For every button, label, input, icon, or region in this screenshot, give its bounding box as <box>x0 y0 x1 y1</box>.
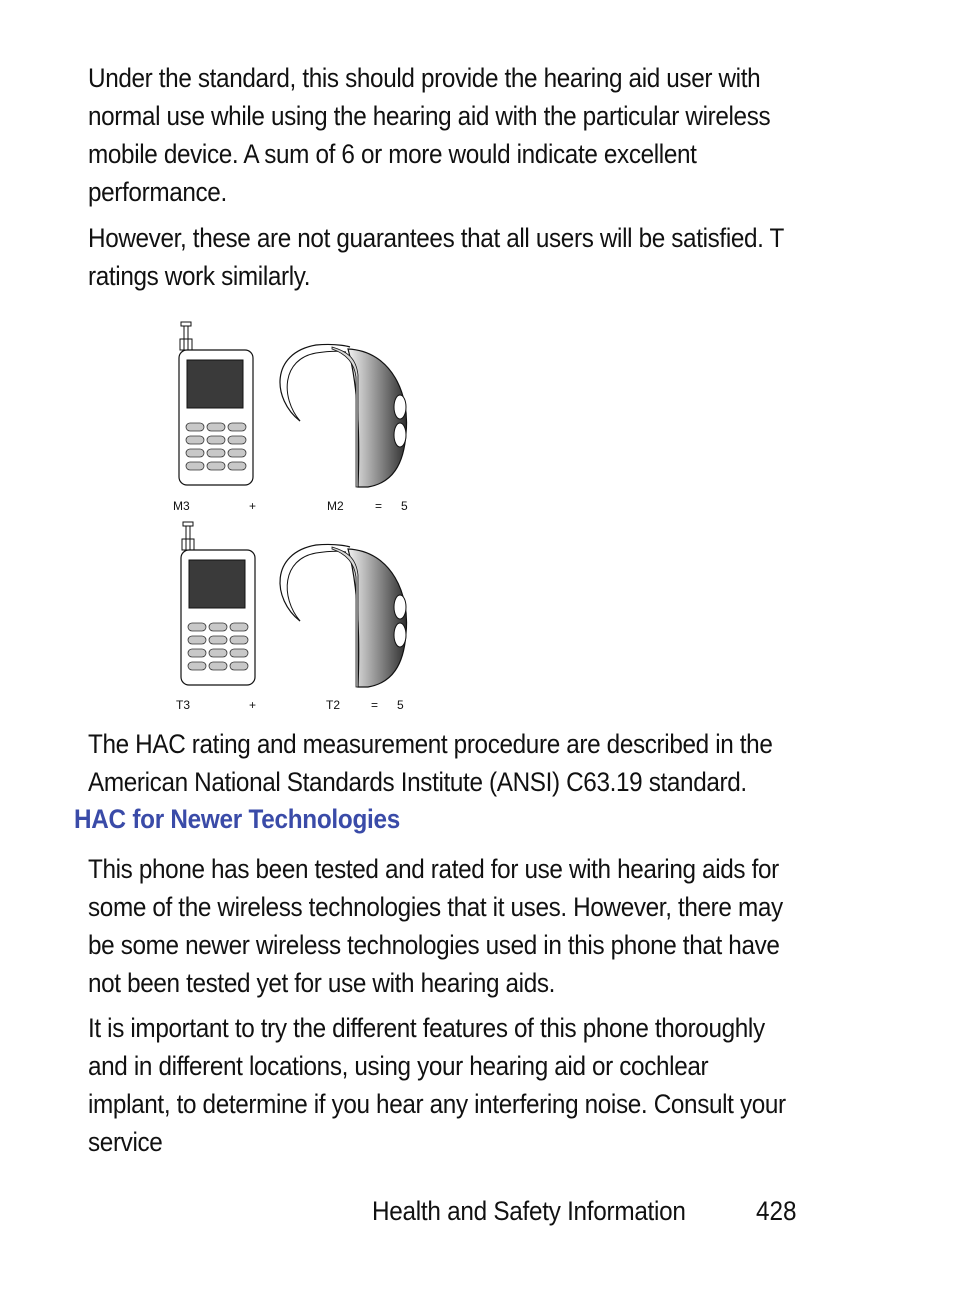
paragraph-ansi-standard: The HAC rating and measurement procedure are described in the American National Standards Institute (ANSI) C63.19 standard. <box>88 729 773 797</box>
phone-rating-label: M3 <box>173 499 190 513</box>
phone-rating-label: T3 <box>176 698 191 712</box>
paragraph-newer-technologies: This phone has been tested and rated for use with hearing aids for some of the wireless technologies that it uses. However, there may be some newer wireless technologies used in this phone that have not been tested yet for use with hearing aids. <box>88 854 783 998</box>
hac-rating-figure <box>160 315 440 720</box>
mobile-phone-icon <box>181 522 255 685</box>
footer-section-title: Health and Safety Information <box>372 1196 686 1226</box>
plus-sign: + <box>249 499 257 513</box>
section-heading: HAC for Newer Technologies <box>74 804 401 834</box>
aid-rating-label: T2 <box>326 698 341 712</box>
paragraph-guarantees: However, these are not guarantees that all users will be satisfied. T ratings work similarly. <box>88 223 784 291</box>
hearing-aid-icon <box>280 544 407 687</box>
sum-value: 5 <box>401 499 408 513</box>
aid-rating-label: M2 <box>327 499 344 513</box>
sum-value: 5 <box>397 698 404 712</box>
paragraph-standard-performance: Under the standard, this should provide the hearing aid user with normal use while using the hearing aid with the particular wireless mobile device. A sum of 6 or more would indicate excellent performance. <box>88 63 771 207</box>
paragraph-try-features: It is important to try the different features of this phone thoroughly and in different locations, using your hearing aid or cochlear implant, to determine if you hear any interfering noise. Consult your service <box>88 1013 786 1157</box>
hearing-aid-icon <box>280 344 407 487</box>
plus-sign: + <box>249 698 257 712</box>
equals-sign: = <box>371 698 379 712</box>
mobile-phone-icon <box>179 322 253 485</box>
page-number: 428 <box>756 1196 797 1226</box>
equals-sign: = <box>375 499 383 513</box>
